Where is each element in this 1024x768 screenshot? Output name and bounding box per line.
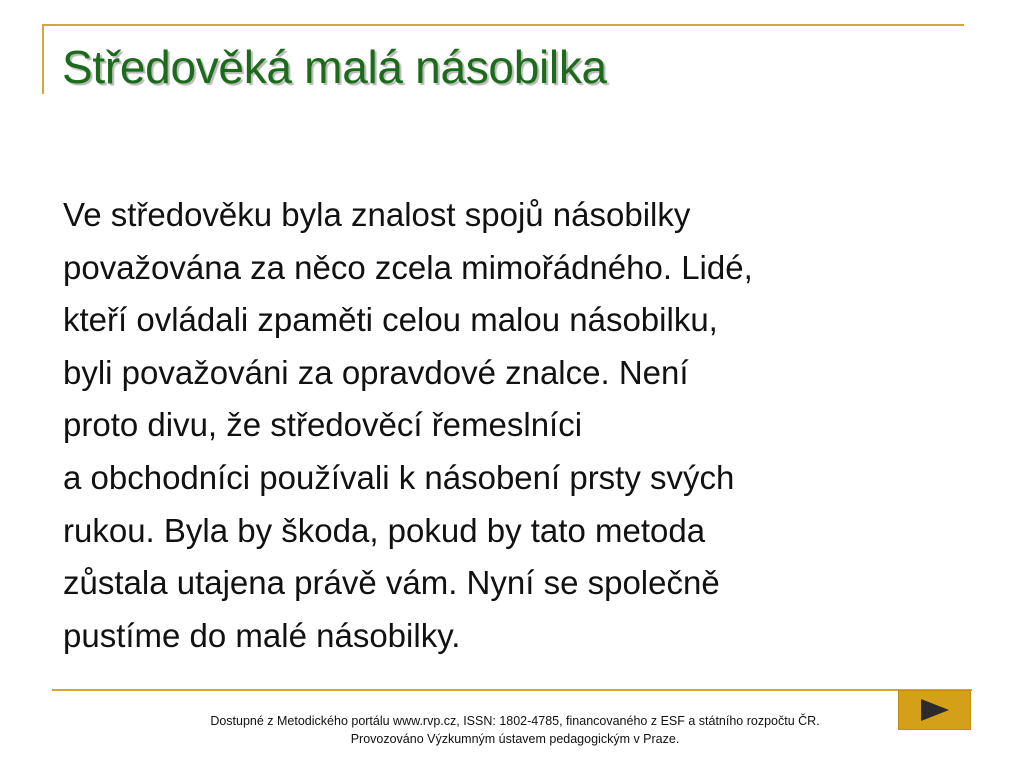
body-line: byli považováni za opravdové znalce. Není <box>63 353 689 391</box>
slide-body-text <box>63 189 968 662</box>
body-line: zůstala utajena právě vám. Nyní se společně <box>63 564 720 602</box>
footer-line: Provozováno Výzkumným ústavem pedagogickým v Praze. <box>350 732 680 746</box>
bottom-divider-line <box>52 689 972 691</box>
footer-line: Dostupné z Metodického portálu www.rvp.cz, ISSN: 1802-4785, financovaného z ESF a státního rozpočtu ČR. <box>210 714 820 728</box>
play-arrow-icon <box>919 697 951 723</box>
body-line: a obchodníci používali k násobení prsty svých <box>63 458 735 496</box>
body-line: považována za něco zcela mimořádného. Lidé, <box>63 248 753 286</box>
body-line: proto divu, že středověcí řemeslníci <box>63 406 583 444</box>
body-line: kteří ovládali zpaměti celou malou násobilku, <box>63 301 718 339</box>
top-divider-line <box>42 24 964 26</box>
body-line: Ve středověku byla znalost spojů násobilky <box>63 196 691 233</box>
slide-title: Středověká malá násobilka <box>62 41 607 93</box>
next-slide-button[interactable] <box>898 690 971 730</box>
footer-credits <box>60 712 970 748</box>
body-line: pustíme do malé násobilky. <box>63 616 461 654</box>
left-accent-line <box>42 24 44 94</box>
body-line: rukou. Byla by škoda, pokud by tato metoda <box>63 511 706 549</box>
